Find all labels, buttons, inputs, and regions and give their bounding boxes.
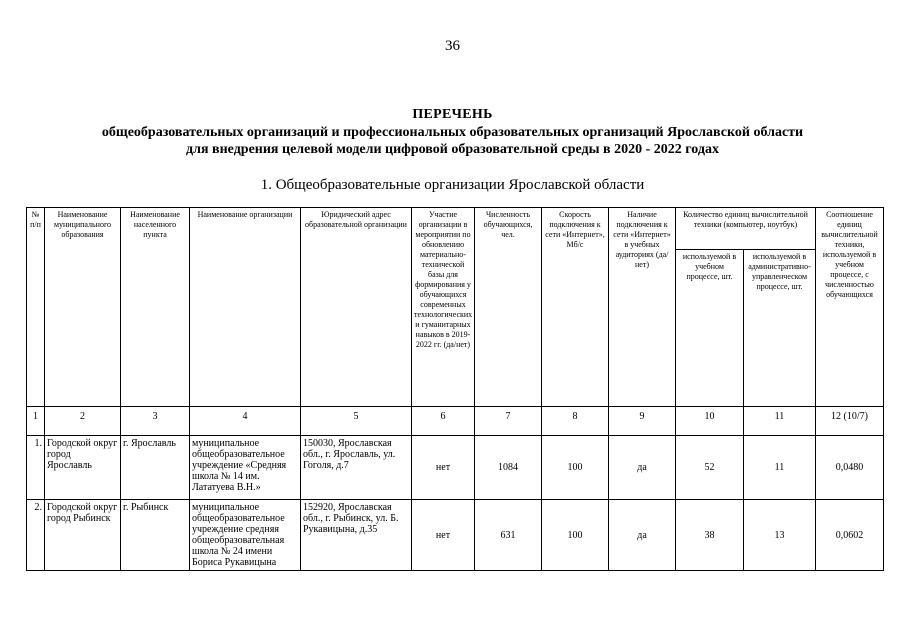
header-internet: Наличие подключения к сети «Интернет» в учебных аудиториях (да/нет) [609,208,676,407]
row-municipality: Городской округ город Рыбинск [45,500,121,571]
header-ratio: Соотношение единиц вычислительной техники, используемой в учебном процессе, с численностью обучающихся [816,208,884,407]
page-number: 36 [445,38,460,54]
row-locality: г. Ярославль [121,436,190,500]
row-municipality: Городской округ город Ярославль [45,436,121,500]
row-students: 631 [475,500,542,571]
column-number: 2 [45,407,121,436]
header-speed: Скорость подключения к сети «Интернет», Мб/с [542,208,609,407]
document-subtitle-line2: для внедрения целевой модели цифровой образовательной среды в 2020 - 2022 годах [186,142,719,157]
column-number: 10 [676,407,744,436]
column-number: 5 [301,407,412,436]
row-speed: 100 [542,436,609,500]
row-computers-edu: 38 [676,500,744,571]
column-number: 7 [475,407,542,436]
row-ratio: 0,0602 [816,500,884,571]
row-num: 2. [27,500,45,571]
row-internet: да [609,436,676,500]
column-number: 11 [744,407,816,436]
column-number: 8 [542,407,609,436]
document-title: ПЕРЕЧЕНЬ [412,107,493,122]
row-participation: нет [412,436,475,500]
row-computers-admin: 13 [744,500,816,571]
header-computers-edu: используемой в учебном процессе, шт. [676,250,744,407]
row-computers-edu: 52 [676,436,744,500]
table-row [27,500,884,571]
table-header-row [27,208,884,250]
organizations-table [26,207,884,571]
header-address: Юридический адрес образовательной организации [301,208,412,407]
header-municipality: Наименование муниципального образования [45,208,121,407]
column-number: 12 (10/7) [816,407,884,436]
row-num: 1. [27,436,45,500]
row-students: 1084 [475,436,542,500]
column-number: 4 [190,407,301,436]
document-subtitle-line1: общеобразовательных организаций и профессиональных образовательных организаций Ярославской области [101,125,804,140]
column-number: 6 [412,407,475,436]
column-numbers-row [27,407,884,436]
header-computers-admin: используемой в административно-управленческом процессе, шт. [744,250,816,407]
row-computers-admin: 11 [744,436,816,500]
row-speed: 100 [542,500,609,571]
table-row [27,436,884,500]
column-number: 3 [121,407,190,436]
row-org-name: муниципальное общеобразовательное учреждение средняя общеобразовательная школа № 24 имени Бориса Рукавицына [190,500,301,571]
row-locality: г. Рыбинск [121,500,190,571]
header-num: № п/п [27,208,45,407]
row-ratio: 0,0480 [816,436,884,500]
header-org-name: Наименование организации [190,208,301,407]
header-locality: Наименование населенного пункта [121,208,190,407]
column-number: 9 [609,407,676,436]
header-computers-group: Количество единиц вычислительной техники (компьютер, ноутбук) [676,208,816,250]
row-address: 152920, Ярославская обл., г. Рыбинск, ул. Б. Рукавицына, д.35 [301,500,412,571]
row-org-name: муниципальное общеобразовательное учреждение «Средняя школа № 14 им. Лататуева В.Н.» [190,436,301,500]
row-address: 150030, Ярославская обл., г. Ярославль, ул. Гоголя, д.7 [301,436,412,500]
row-internet: да [609,500,676,571]
section-heading: 1. Общеобразовательные организации Ярославской области [260,177,645,193]
header-participation: Участие организации в мероприятии по обновлению материально-технической базы для формирования у обучающихся современных технологических и гуманитарных навыков в 2019-2022 гг. (да/нет) [412,208,475,407]
column-number: 1 [27,407,45,436]
header-students: Численность обучающихся, чел. [475,208,542,407]
row-participation: нет [412,500,475,571]
